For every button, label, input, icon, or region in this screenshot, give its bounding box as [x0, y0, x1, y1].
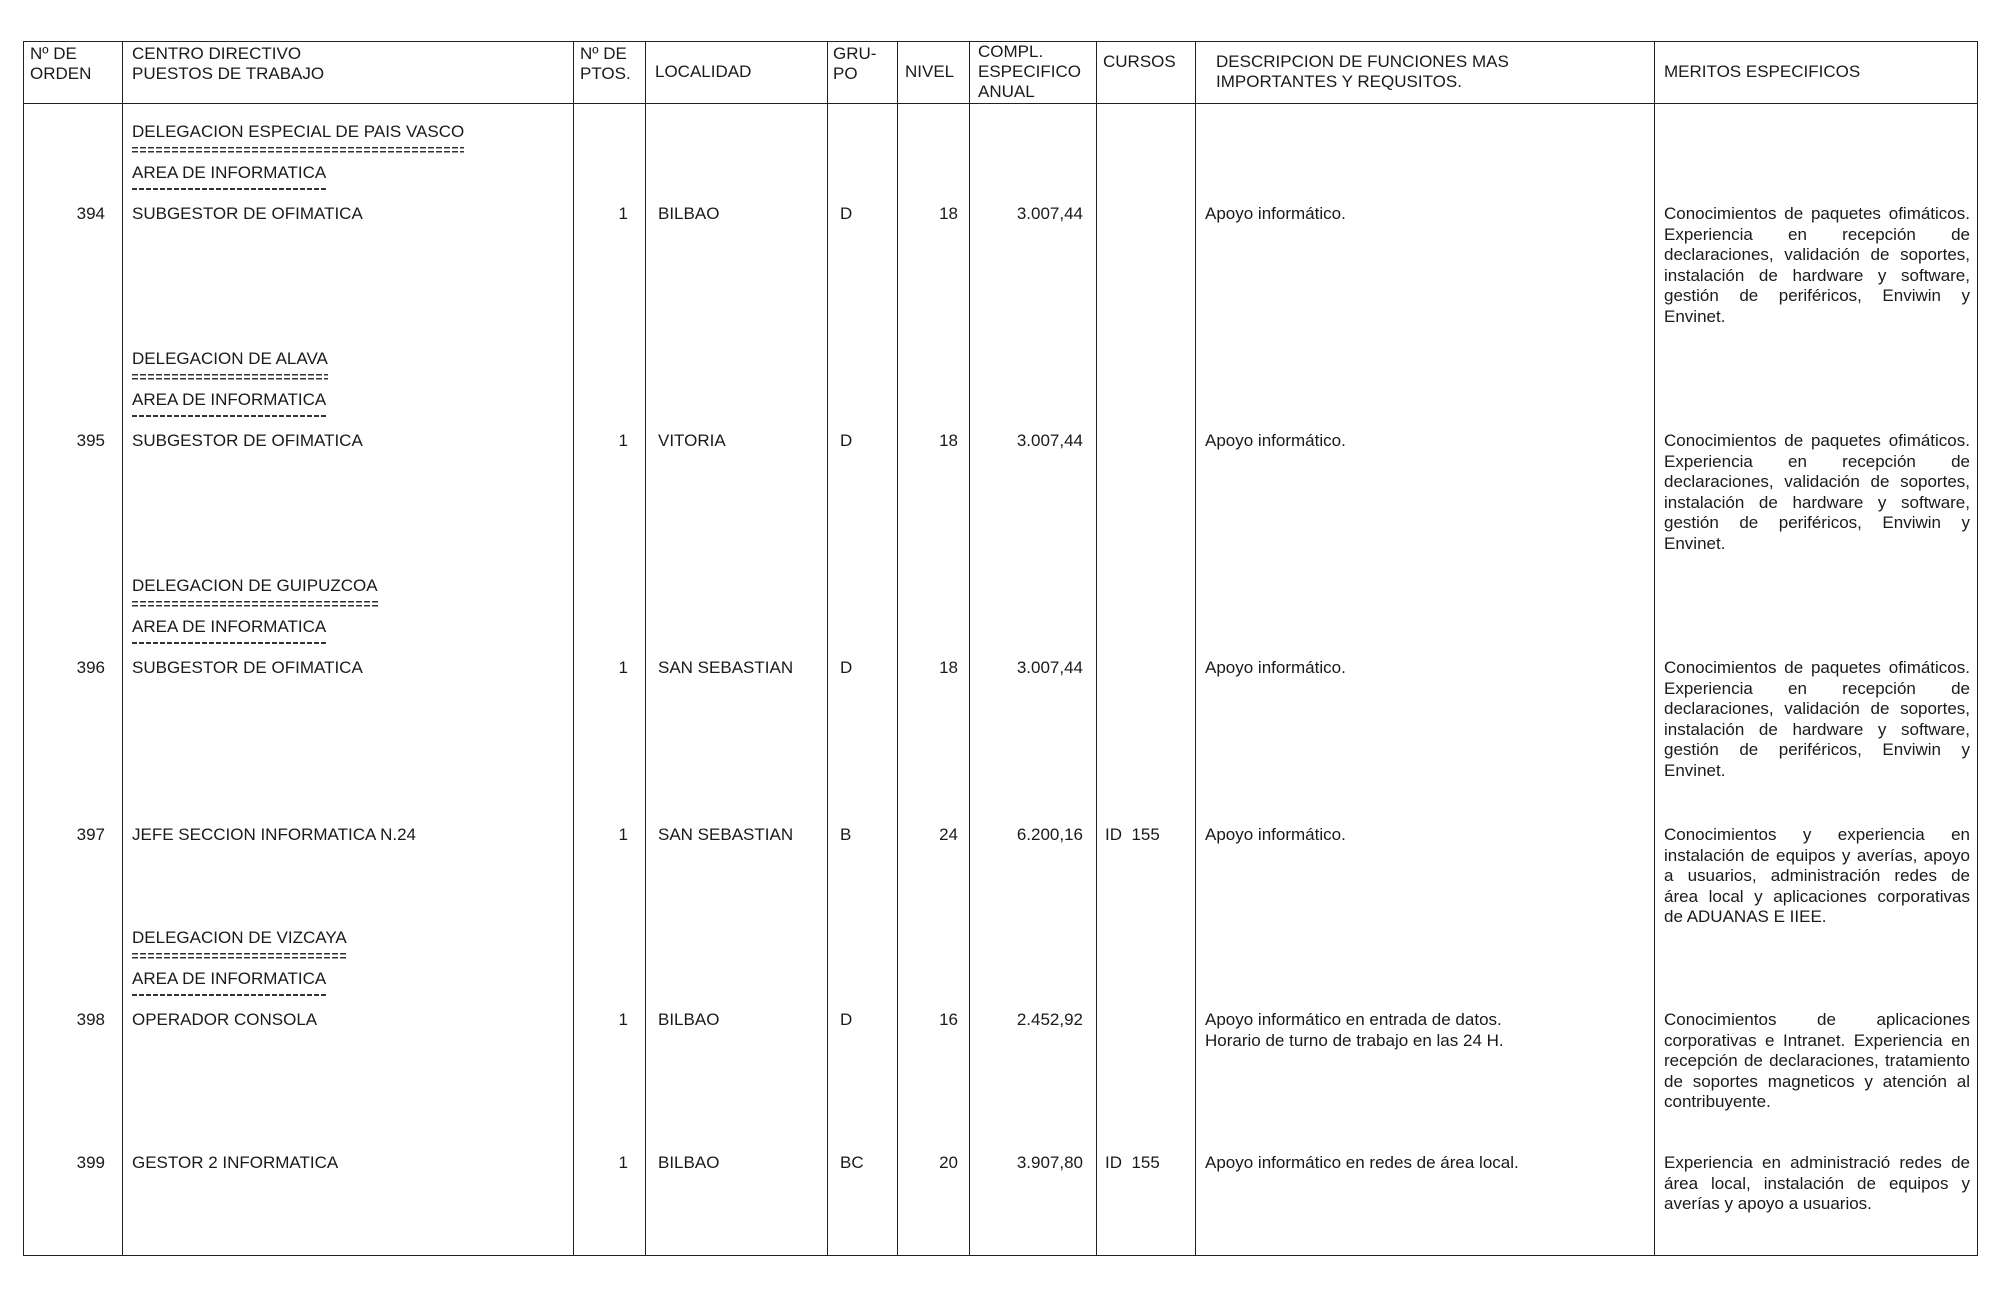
- header-divider: [23, 103, 1978, 104]
- section-area: [132, 969, 326, 990]
- column-divider: [573, 41, 574, 1256]
- row-orden: 394: [76, 204, 105, 223]
- row-meritos: Conocimientos de aplicaciones corporativas e Intranet. Experiencia en recepción de declaraciones, tratamiento de soportes magneticos y atención al contribuyente.: [1664, 1010, 1970, 1111]
- row-grupo: D: [840, 658, 853, 677]
- row-compl: 3.907,80: [1016, 1153, 1083, 1172]
- row-descripcion: Apoyo informático en entrada de datos.: [1205, 1010, 1502, 1029]
- section-area: [132, 163, 326, 184]
- row-orden: 396: [76, 658, 105, 677]
- header-descripcion-line: DESCRIPCION DE FUNCIONES MAS: [1216, 52, 1509, 71]
- row-descripcion: Apoyo informático.: [1205, 204, 1346, 223]
- header-meritos: MERITOS ESPECIFICOS: [1664, 62, 1861, 81]
- row-descripcion: Horario de turno de trabajo en las 24 H.: [1205, 1030, 1504, 1050]
- row-localidad: BILBAO: [658, 204, 720, 223]
- row-ptos: 1: [618, 1153, 628, 1172]
- row-compl: 2.452,92: [1016, 1010, 1083, 1029]
- column-divider: [122, 41, 123, 1256]
- row-localidad: SAN SEBASTIAN: [658, 658, 794, 677]
- row-nivel: 18: [939, 431, 958, 450]
- delegacion-title: DELEGACION ESPECIAL DE PAIS VASCO: [132, 122, 465, 141]
- row-orden: 397: [76, 825, 105, 844]
- row-compl: 6.200,16: [1016, 825, 1083, 844]
- row-orden: 398: [76, 1010, 105, 1029]
- header-ptos-line: Nº DE: [580, 44, 627, 63]
- row-meritos: Conocimientos de paquetes ofimáticos. Experiencia en recepción de declaraciones, validación de soportes, instalación de hardware y software, gestión de periféricos, Enviwin y Envinet.: [1664, 204, 1970, 326]
- header-cursos: CURSOS: [1103, 52, 1176, 71]
- row-descripcion: Apoyo informático.: [1205, 658, 1346, 677]
- row-grupo: D: [840, 1010, 853, 1029]
- column-divider: [827, 41, 828, 1256]
- column-divider: [969, 41, 970, 1256]
- row-localidad: VITORIA: [658, 431, 726, 450]
- row-ptos: 1: [618, 431, 628, 450]
- row-orden: 399: [76, 1153, 105, 1172]
- area-title: AREA DE INFORMATICA: [132, 969, 327, 988]
- row-puesto: SUBGESTOR DE OFIMATICA: [132, 204, 363, 223]
- row-meritos: Experiencia en administració redes de área local, instalación de equipos y averías y apoyo a usuarios.: [1664, 1153, 1970, 1213]
- row-orden: 395: [76, 431, 105, 450]
- delegacion-title: DELEGACION DE GUIPUZCOA: [132, 576, 378, 595]
- header-descripcion-line: IMPORTANTES Y REQUSITOS.: [1216, 72, 1462, 91]
- row-meritos: Conocimientos de paquetes ofimáticos. Experiencia en recepción de declaraciones, validación de soportes, instalación de hardware y software, gestión de periféricos, Enviwin y Envinet.: [1664, 431, 1970, 553]
- header-compl-line: ANUAL: [978, 82, 1035, 101]
- row-meritos: Conocimientos y experiencia en instalación de equipos y averías, apoyo a usuarios, administración redes de área local y aplicaciones corporativas de ADUANAS E IIEE.: [1664, 825, 1970, 926]
- row-ptos: 1: [618, 204, 628, 223]
- row-ptos: 1: [618, 825, 628, 844]
- row-compl: 3.007,44: [1016, 658, 1083, 677]
- column-divider: [897, 41, 898, 1256]
- row-nivel: 16: [939, 1010, 958, 1029]
- area-title: AREA DE INFORMATICA: [132, 617, 327, 636]
- row-puesto: SUBGESTOR DE OFIMATICA: [132, 658, 363, 677]
- row-nivel: 20: [939, 1153, 958, 1172]
- row-compl: 3.007,44: [1016, 431, 1083, 450]
- header-centro-line: PUESTOS DE TRABAJO: [132, 64, 325, 83]
- header-grupo-line: GRU-: [833, 44, 877, 63]
- row-puesto: SUBGESTOR DE OFIMATICA: [132, 431, 363, 450]
- row-nivel: 18: [939, 204, 958, 223]
- area-title: AREA DE INFORMATICA: [132, 163, 327, 182]
- header-orden-line: ORDEN: [30, 64, 92, 83]
- column-divider: [645, 41, 646, 1256]
- row-puesto: JEFE SECCION INFORMATICA N.24: [132, 825, 417, 844]
- section-delegacion: [132, 122, 464, 143]
- row-grupo: D: [840, 431, 853, 450]
- delegacion-title: DELEGACION DE VIZCAYA: [132, 928, 347, 947]
- row-ptos: 1: [618, 658, 628, 677]
- column-divider: [1654, 41, 1655, 1256]
- section-area: [132, 617, 326, 638]
- header-localidad: LOCALIDAD: [655, 62, 752, 81]
- row-grupo: B: [840, 825, 852, 844]
- row-descripcion: Apoyo informático en redes de área local.: [1205, 1153, 1519, 1172]
- area-title: AREA DE INFORMATICA: [132, 390, 327, 409]
- row-nivel: 24: [939, 825, 958, 844]
- row-grupo: D: [840, 204, 853, 223]
- row-localidad: SAN SEBASTIAN: [658, 825, 794, 844]
- row-ptos: 1: [618, 1010, 628, 1029]
- row-nivel: 18: [939, 658, 958, 677]
- column-divider: [1195, 41, 1196, 1256]
- section-delegacion: [132, 349, 328, 370]
- section-area: [132, 390, 326, 411]
- header-ptos-line: PTOS.: [580, 64, 631, 83]
- row-descripcion: Apoyo informático.: [1205, 825, 1346, 844]
- row-puesto: GESTOR 2 INFORMATICA: [132, 1153, 339, 1172]
- delegacion-title: DELEGACION DE ALAVA: [132, 349, 328, 368]
- header-nivel: NIVEL: [905, 62, 955, 81]
- section-delegacion: [132, 576, 378, 597]
- row-descripcion: Apoyo informático.: [1205, 431, 1346, 450]
- header-centro-line: CENTRO DIRECTIVO: [132, 44, 302, 63]
- header-compl-line: COMPL.: [978, 42, 1044, 61]
- row-localidad: BILBAO: [658, 1010, 720, 1029]
- column-divider: [1096, 41, 1097, 1256]
- header-orden-line: Nº DE: [30, 44, 77, 63]
- row-localidad: BILBAO: [658, 1153, 720, 1172]
- row-cursos: ID 155: [1105, 1153, 1160, 1172]
- header-grupo-line: PO: [833, 64, 858, 83]
- header-compl-line: ESPECIFICO: [978, 62, 1081, 81]
- row-compl: 3.007,44: [1016, 204, 1083, 223]
- section-delegacion: [132, 928, 347, 949]
- row-cursos: ID 155: [1105, 825, 1160, 844]
- row-meritos: Conocimientos de paquetes ofimáticos. Experiencia en recepción de declaraciones, validación de soportes, instalación de hardware y software, gestión de periféricos, Enviwin y Envinet.: [1664, 658, 1970, 780]
- row-grupo: BC: [840, 1153, 864, 1172]
- row-puesto: OPERADOR CONSOLA: [132, 1010, 318, 1029]
